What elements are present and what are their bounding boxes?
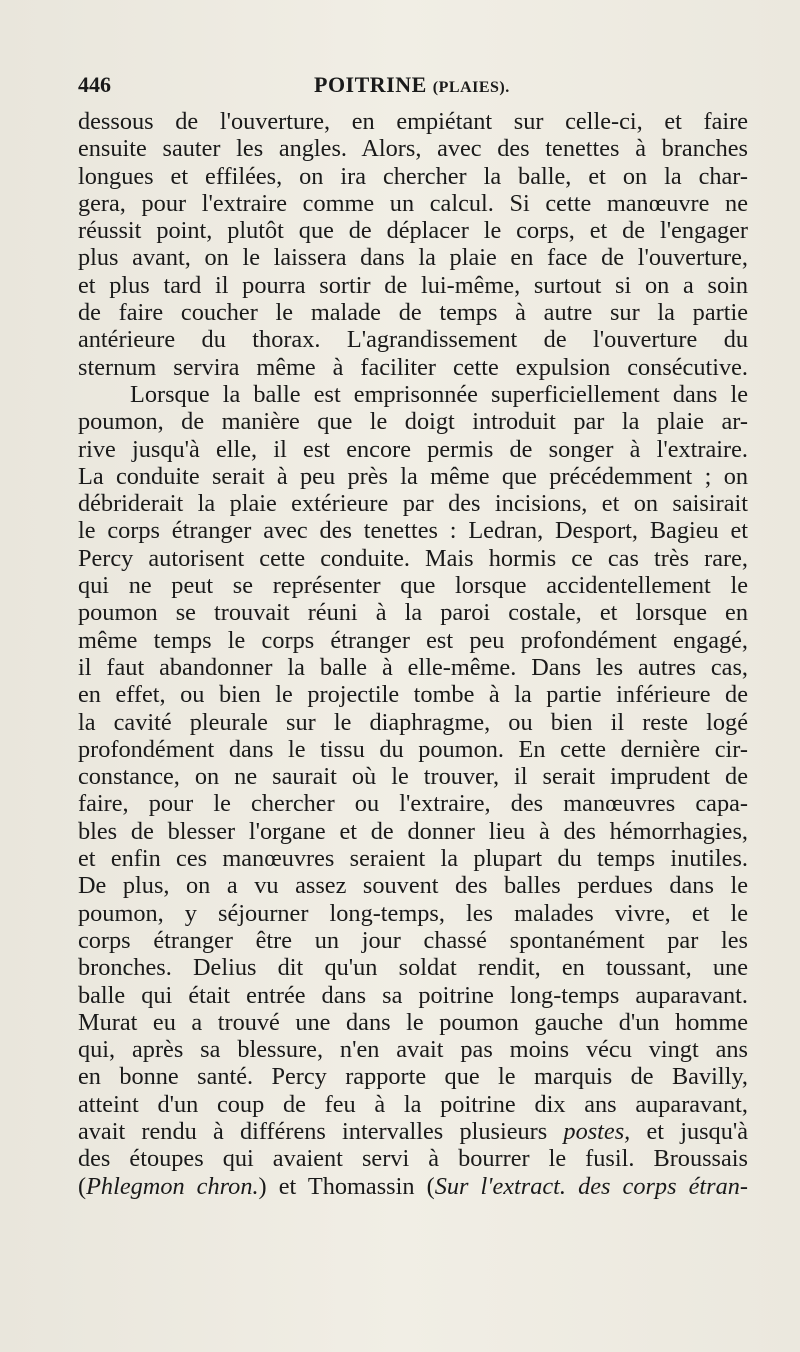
text-segment: et Thomassin [278,1172,415,1200]
text-line: et plus tard il pourra sortir de lui-même, surtout si on a soin [78,271,748,299]
text-line: la cavité pleurale sur le diaphragme, ou bien il reste logé [78,708,748,736]
text-line: poumon, y séjourner long-temps, les malades vivre, et le [78,899,748,927]
text-line: corps étranger être un jour chassé spontanément par les [78,926,748,954]
text-segment: avait rendu à différens intervalles plusieurs [78,1117,548,1145]
text-line: rive jusqu'à elle, il est encore permis de songer à l'extraire. [78,435,748,463]
text-line: qui, après sa blessure, n'en avait pas moins vécu vingt ans [78,1036,748,1064]
text-line: profondément dans le tissu du poumon. En cette dernière cir- [78,735,748,763]
running-title [314,72,510,98]
text-line: des étoupes qui avaient servi à bourrer le fusil. Broussais [78,1145,748,1173]
text-line: gera, pour l'extraire comme un calcul. Si cette manœuvre ne [78,189,748,217]
text-line: dessous de l'ouverture, en empiétant sur celle-ci, et faire [78,108,748,135]
italic-term: postes, [563,1117,631,1145]
text-line: il faut abandonner la balle à elle-même. Dans les autres cas, [78,653,748,681]
text-line: atteint d'un coup de feu à la poitrine dix ans auparavant, [78,1090,748,1118]
text-line-with-italic [78,1118,748,1145]
text-line: même temps le corps étranger est peu profondément engagé, [78,626,748,654]
text-line: faire, pour le chercher ou l'extraire, des manœuvres capa- [78,790,748,818]
text-line: de faire coucher le malade de temps à autre sur la partie [78,299,748,327]
text-line: De plus, on a vu assez souvent des balles perdues dans le [78,872,748,900]
running-title-sub: (PLAIES). [432,79,510,96]
page-number: 446 [78,72,111,97]
text-line: ensuite sauter les angles. Alors, avec des tenettes à branches [78,135,748,163]
text-line: La conduite serait à peu près la même que précédemment ; on [78,462,748,490]
paren-close: ) [258,1172,267,1200]
text-line: en effet, ou bien le projectile tombe à la partie inférieure de [78,681,748,709]
text-line: constance, on ne saurait où le trouver, il serait imprudent de [78,763,748,791]
text-line: sternum servira même à faciliter cette expulsion consécutive. [78,353,748,381]
running-head [78,72,748,108]
text-line: qui ne peut se représenter que lorsque accidentellement le [78,572,748,600]
text-line: débriderait la plaie extérieure par des incisions, et on saisirait [78,490,748,518]
text-segment: et jusqu'à [630,1117,749,1145]
paren-open: ( [78,1172,87,1200]
running-title-main: POITRINE [314,72,427,97]
text-line: le corps étranger avec des tenettes : Ledran, Desport, Bagieu et [78,517,748,545]
italic-reference: Sur l'extract. des corps étran- [434,1172,748,1200]
italic-reference: Phlegmon chron. [86,1172,259,1200]
text-line: réussit point, plutôt que de déplacer le corps, et de l'engager [78,217,748,245]
text-line: en bonne santé. Percy rapporte que le marquis de Bavilly, [78,1063,748,1091]
text-line: longues et effilées, on ira chercher la balle, et on la char- [78,162,748,190]
text-line-with-italic [78,1173,748,1200]
text-line: plus avant, on le laissera dans la plaie en face de l'ouverture, [78,244,748,272]
paragraph-first-line: Lorsque la balle est emprisonnée superficiellement dans le [130,380,748,408]
text-line: balle qui était entrée dans sa poitrine long-temps auparavant. [78,981,748,1009]
text-line: Percy autorisent cette conduite. Mais hormis ce cas très rare, [78,544,748,572]
body-text [78,108,748,1200]
paren-open: ( [426,1172,435,1200]
text-line: bronches. Delius dit qu'un soldat rendit, en toussant, une [78,954,748,982]
text-line: bles de blesser l'organe et de donner lieu à des hémorrhagies, [78,817,748,845]
text-line: poumon se trouvait réuni à la paroi costale, et lorsque en [78,599,748,627]
text-line: Murat eu a trouvé une dans le poumon gauche d'un homme [78,1008,748,1036]
text-line: antérieure du thorax. L'agrandissement de l'ouverture du [78,326,748,354]
text-line: et enfin ces manœuvres seraient la plupart du temps inutiles. [78,845,748,873]
text-line: poumon, de manière que le doigt introduit par la plaie ar- [78,408,748,436]
